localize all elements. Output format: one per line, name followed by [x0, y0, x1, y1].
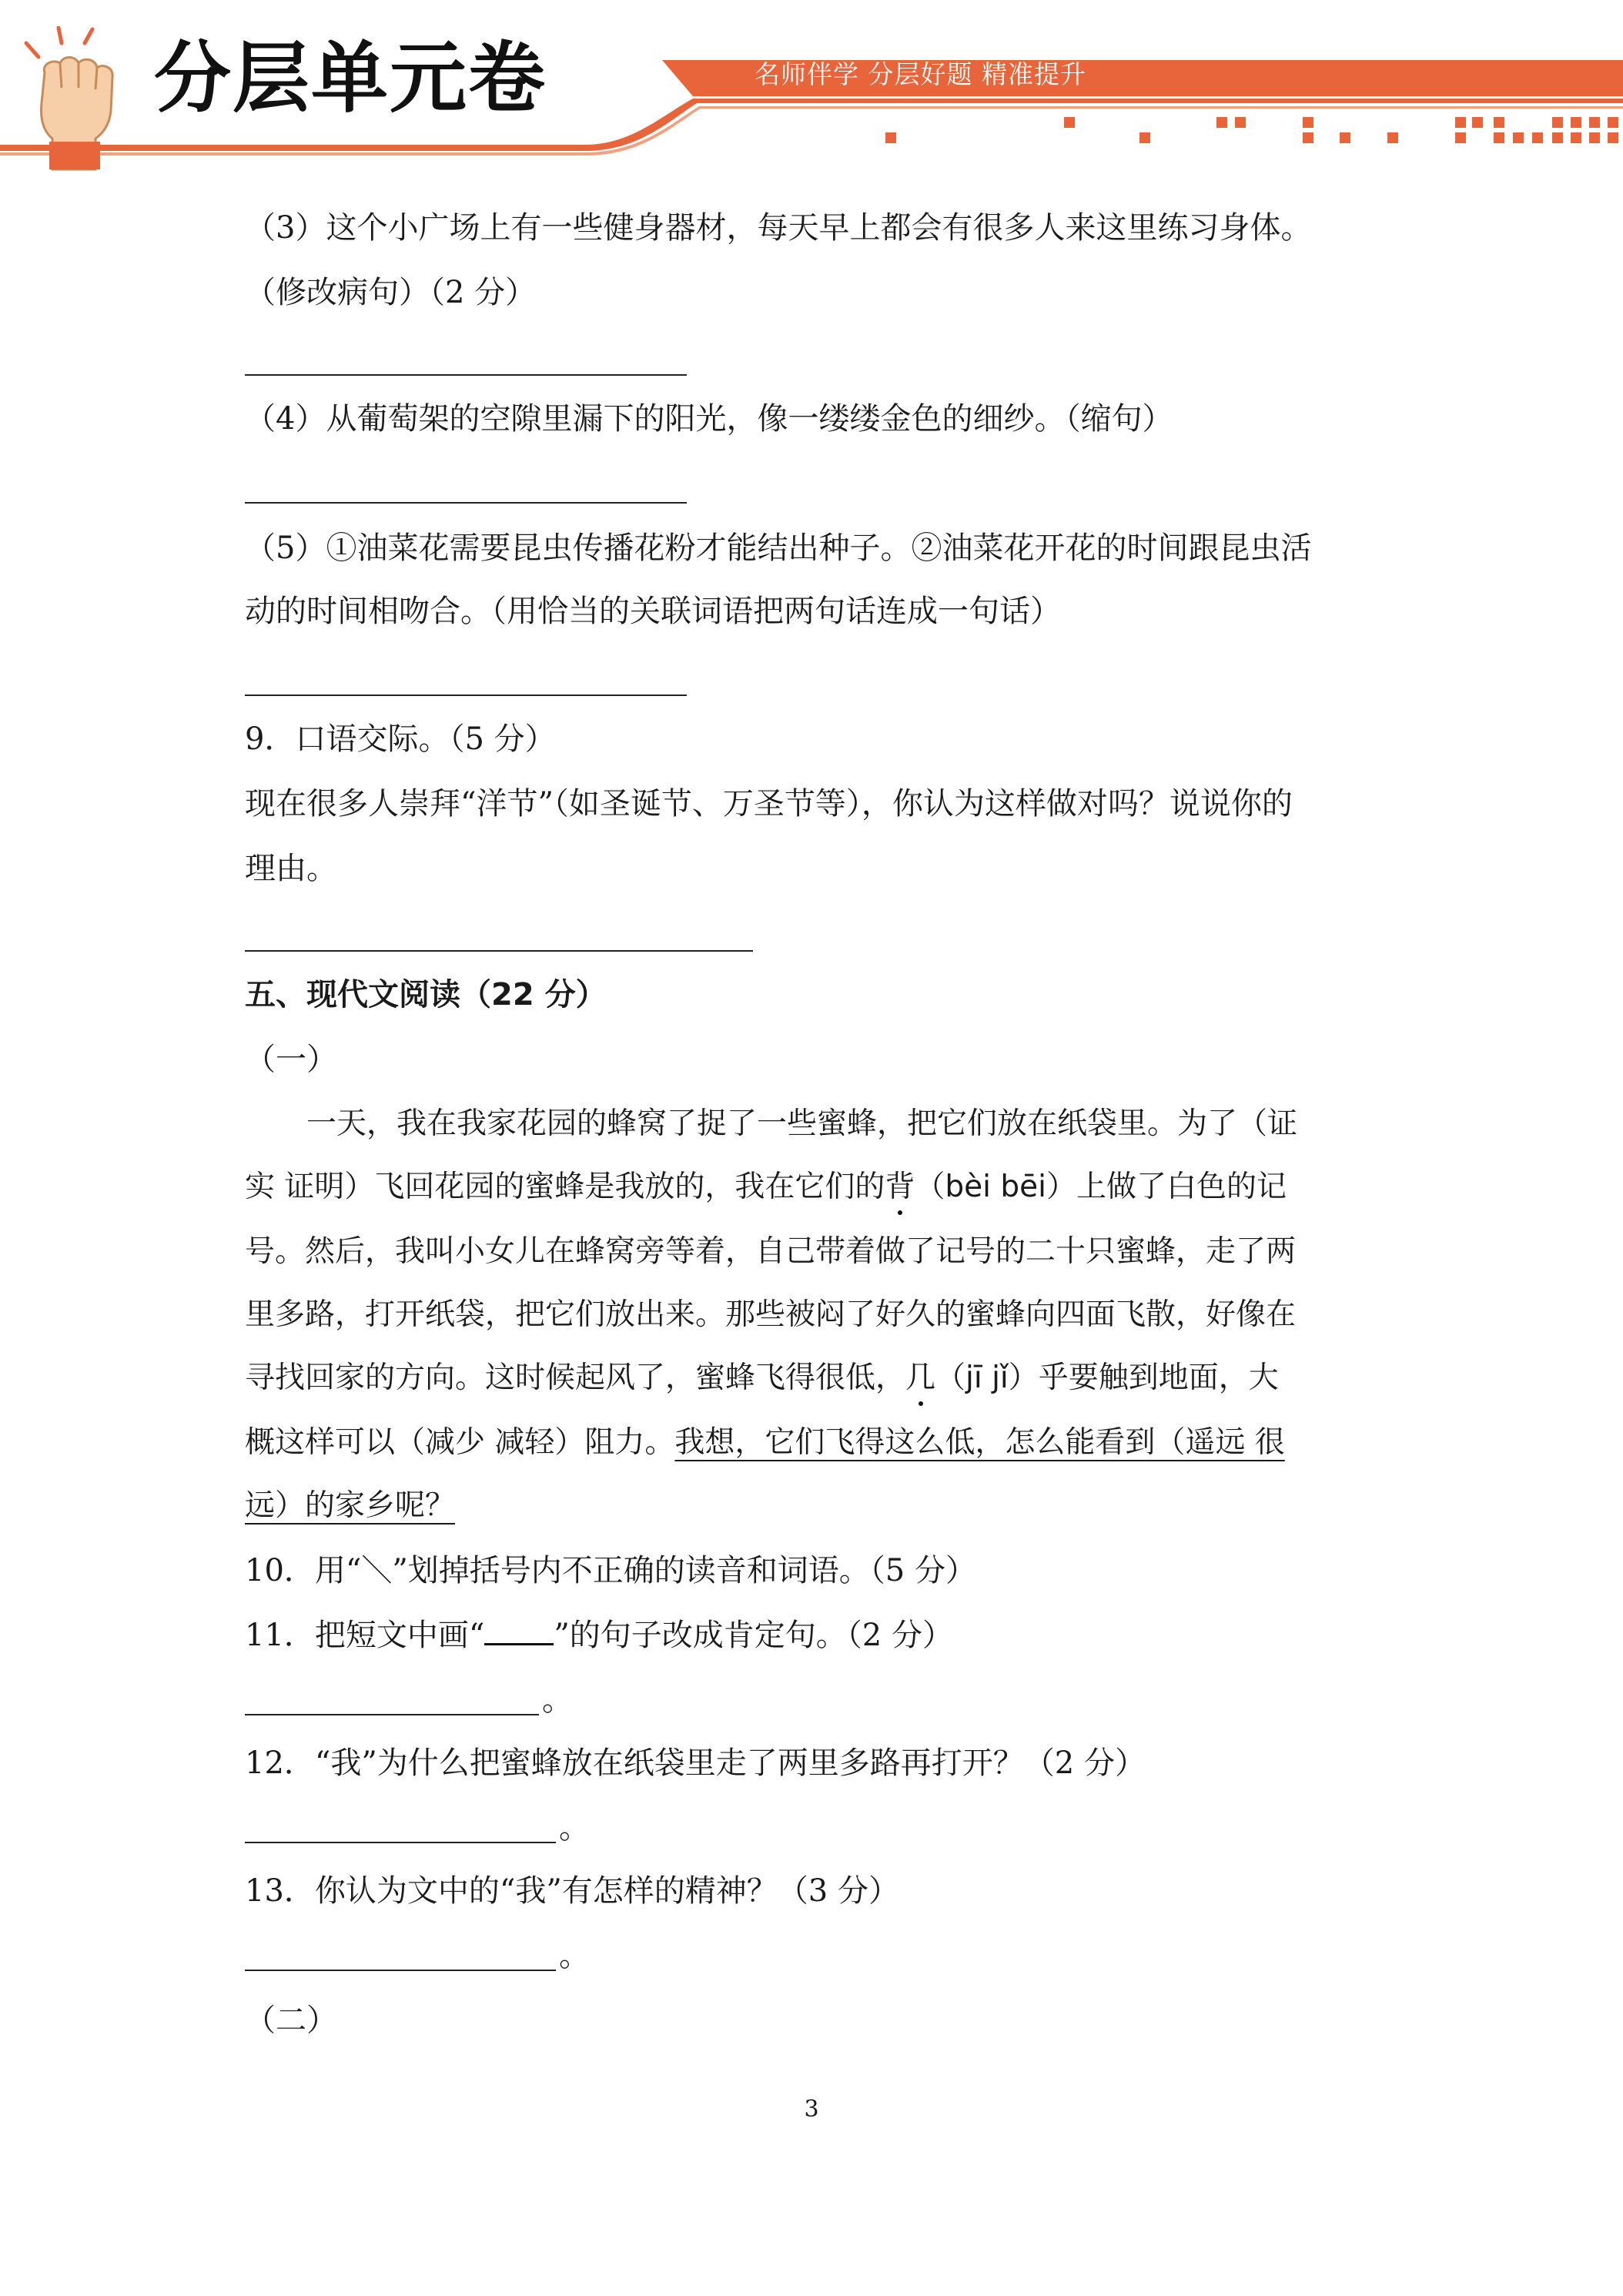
q8-5-line1: （5）①油菜花需要昆虫传播花粉才能结出种子。②油菜花开花的时间跟昆虫活	[245, 530, 1312, 566]
passage-line: 寻找回家的方向。这时候起风了，蜜蜂飞得很低，几（jī jǐ）乎要触到地面，大	[245, 1361, 1279, 1395]
blank-period: 。	[559, 1938, 590, 1973]
q11: 11．把短文中画“ ”的句子改成肯定句。（2 分）	[245, 1618, 953, 1653]
dotted-char: 几	[905, 1361, 936, 1395]
answer-line[interactable]	[245, 1970, 556, 1971]
blank-period: 。	[542, 1682, 573, 1718]
page-header	[0, 0, 1623, 177]
answer-line[interactable]	[245, 374, 687, 376]
q10: 10．用“＼”划掉括号内不正确的读音和词语。（5 分）	[245, 1553, 976, 1588]
passage-line: 一天，我在我家花园的蜂窝了捉了一些蜜蜂，把它们放在纸袋里。为了（证	[306, 1106, 1298, 1141]
page-number: 3	[804, 2096, 819, 2123]
part1-label: （一）	[245, 1042, 337, 1077]
passage-line	[245, 1488, 456, 1523]
q9-line2: 理由。	[245, 851, 337, 886]
dotted-char: 背	[885, 1170, 915, 1204]
brand-title: 分层单元卷	[154, 33, 547, 123]
underlined-sentence: 远）的家乡呢？	[245, 1488, 456, 1523]
answer-line[interactable]	[245, 1714, 539, 1715]
passage-line: 概这样可以（减少 减轻）阻力。我想，它们飞得这么低，怎么能看到（遥远 很	[245, 1425, 1285, 1460]
q12: 12．“我”为什么把蜜蜂放在纸袋里走了两里多路再打开？（2 分）	[245, 1745, 1146, 1781]
header-slogan: 名师伴学 分层好题 精准提升	[755, 59, 1086, 89]
fist-icon	[22, 26, 137, 172]
q9-line1: 现在很多人崇拜“洋节”（如圣诞节、万圣节等），你认为这样做对吗？说说你的	[245, 786, 1293, 822]
answer-line[interactable]	[245, 1842, 556, 1843]
section-title: 五、现代文阅读（22 分）	[245, 977, 607, 1012]
answer-line[interactable]	[245, 950, 753, 952]
answer-line[interactable]	[245, 502, 687, 504]
passage-line: 号。然后，我叫小女儿在蜂窝旁等着，自己带着做了记号的二十只蜜蜂，走了两	[245, 1234, 1297, 1269]
q8-4-line1: （4）从葡萄架的空隙里漏下的阳光，像一缕缕金色的细纱。（缩句）	[245, 401, 1173, 437]
underlined-sentence: 我想，它们飞得这么低，怎么能看到（遥远 很	[674, 1425, 1285, 1460]
q8-3-line1: （3）这个小广场上有一些健身器材，每天早上都会有很多人来这里练习身体。	[245, 210, 1312, 246]
passage-line: 实 证明）飞回花园的蜜蜂是我放的，我在它们的背（bèi bēi）上做了白色的记	[245, 1170, 1287, 1204]
answer-line[interactable]	[245, 694, 687, 696]
q13: 13．你认为文中的“我”有怎样的精神？（3 分）	[245, 1873, 899, 1909]
q9-title: 9．口语交际。（5 分）	[245, 721, 556, 757]
passage-line: 里多路，打开纸袋，把它们放出来。那些被闷了好久的蜜蜂向四面飞散，好像在	[245, 1297, 1297, 1332]
q8-3-line2: （修改病句）（2 分）	[245, 275, 537, 310]
part2-label: （二）	[245, 2003, 337, 2038]
blank-period: 。	[559, 1810, 590, 1846]
underline-sample	[484, 1620, 554, 1645]
q8-5-line2: 动的时间相吻合。（用恰当的关联词语把两句话连成一句话）	[245, 594, 1061, 629]
